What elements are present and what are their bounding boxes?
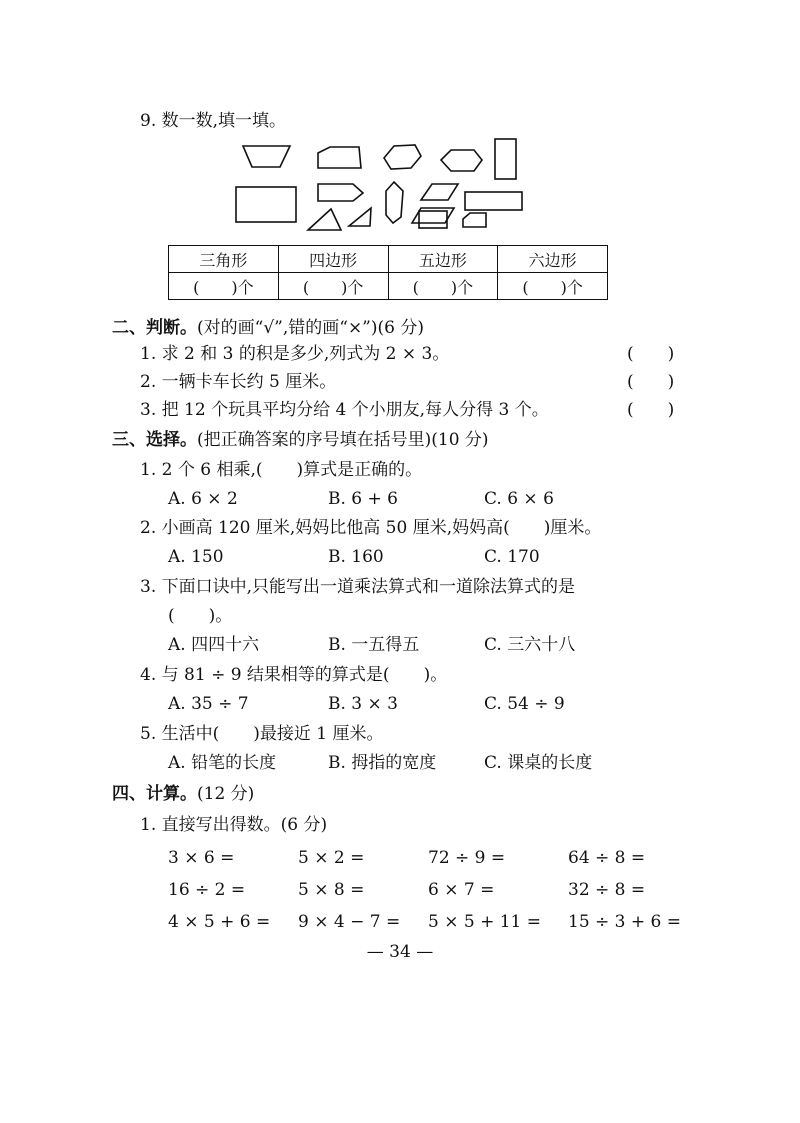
q9-title: 9. 数一数,填一填。 bbox=[140, 111, 287, 131]
answer-paren[interactable]: ( ) bbox=[627, 344, 675, 364]
header-triangle: 三角形 bbox=[169, 246, 279, 273]
calc-item: 6 × 7 = bbox=[428, 880, 495, 900]
option-b[interactable]: B. 160 bbox=[328, 547, 384, 567]
judge-item-1: 1. 求 2 和 3 的积是多少,列式为 2 × 3。 bbox=[140, 344, 450, 364]
page-number: — 34 — bbox=[366, 942, 434, 962]
option-b[interactable]: B. 一五得五 bbox=[328, 635, 420, 655]
shape-count-table bbox=[168, 245, 608, 300]
trapezoid-shape bbox=[243, 146, 290, 167]
choice-question-1: 1. 2 个 6 相乘,( )算式是正确的。 bbox=[140, 460, 423, 480]
calc-item: 5 × 5 + 11 = bbox=[428, 912, 542, 932]
pentagon-shape bbox=[463, 213, 486, 227]
choice-question-3-cont: ( )。 bbox=[168, 606, 233, 626]
choice-question-5: 5. 生活中( )最接近 1 厘米。 bbox=[140, 724, 384, 744]
section2-heading bbox=[112, 320, 424, 337]
rectangle-shape bbox=[419, 211, 447, 228]
option-c[interactable]: C. 6 × 6 bbox=[484, 489, 554, 509]
rectangle-shape bbox=[465, 192, 522, 210]
option-a[interactable]: A. 四四十六 bbox=[168, 635, 260, 655]
section4-heading bbox=[112, 786, 254, 803]
pentagon-shape bbox=[318, 184, 363, 201]
section-note: (12 分) bbox=[197, 784, 255, 804]
option-b[interactable]: B. 拇指的宽度 bbox=[328, 753, 437, 773]
answer-cell[interactable]: ( )个 bbox=[388, 273, 498, 300]
calc-item: 5 × 8 = bbox=[298, 880, 365, 900]
option-b[interactable]: B. 6 + 6 bbox=[328, 489, 398, 509]
calc-item: 9 × 4 − 7 = bbox=[298, 912, 401, 932]
pentagon-shape bbox=[318, 147, 361, 168]
calc-subheading: 1. 直接写出得数。(6 分) bbox=[140, 815, 328, 835]
section3-heading bbox=[112, 432, 489, 449]
rectangle-shape bbox=[236, 187, 296, 222]
section-title: 三、选择。 bbox=[112, 430, 197, 450]
answer-paren[interactable]: ( ) bbox=[627, 400, 675, 420]
calc-item: 3 × 6 = bbox=[168, 848, 235, 868]
option-c[interactable]: C. 170 bbox=[484, 547, 540, 567]
hexagon-shape bbox=[441, 150, 482, 171]
option-b[interactable]: B. 3 × 3 bbox=[328, 694, 398, 714]
calc-item: 32 ÷ 8 = bbox=[568, 880, 646, 900]
calc-item: 4 × 5 + 6 = bbox=[168, 912, 271, 932]
option-c[interactable]: C. 课桌的长度 bbox=[484, 753, 593, 773]
calc-item: 5 × 2 = bbox=[298, 848, 365, 868]
answer-cell[interactable]: ( )个 bbox=[278, 273, 388, 300]
triangle-shape bbox=[308, 209, 341, 230]
choice-question-2: 2. 小画高 120 厘米,妈妈比他高 50 厘米,妈妈高( )厘米。 bbox=[140, 518, 602, 538]
calc-item: 72 ÷ 9 = bbox=[428, 848, 506, 868]
choice-question-4: 4. 与 81 ÷ 9 结果相等的算式是( )。 bbox=[140, 665, 448, 685]
header-hexagon: 六边形 bbox=[498, 246, 608, 273]
answer-cell[interactable]: ( )个 bbox=[169, 273, 279, 300]
calc-item: 16 ÷ 2 = bbox=[168, 880, 246, 900]
header-quadrilateral: 四边形 bbox=[278, 246, 388, 273]
section-title: 四、计算。 bbox=[112, 784, 197, 804]
option-a[interactable]: A. 35 ÷ 7 bbox=[168, 694, 249, 714]
option-a[interactable]: A. 6 × 2 bbox=[168, 489, 238, 509]
section-note: (把正确答案的序号填在括号里)(10 分) bbox=[197, 430, 489, 450]
option-a[interactable]: A. 铅笔的长度 bbox=[168, 753, 277, 773]
answer-cell[interactable]: ( )个 bbox=[498, 273, 608, 300]
header-pentagon: 五边形 bbox=[388, 246, 498, 273]
judge-item-3: 3. 把 12 个玩具平均分给 4 个小朋友,每人分得 3 个。 bbox=[140, 400, 549, 420]
rectangle-shape bbox=[495, 139, 516, 179]
hexagon-shape bbox=[384, 145, 421, 169]
table-answer-row bbox=[169, 273, 608, 300]
triangle-shape bbox=[349, 208, 371, 226]
parallelogram-shape bbox=[421, 184, 458, 200]
option-c[interactable]: C. 三六十八 bbox=[484, 635, 576, 655]
table-header-row bbox=[169, 246, 608, 273]
option-a[interactable]: A. 150 bbox=[168, 547, 224, 567]
judge-item-2: 2. 一辆卡车长约 5 厘米。 bbox=[140, 372, 337, 392]
section-note: (对的画“√”,错的画“×”)(6 分) bbox=[197, 318, 424, 338]
calc-item: 64 ÷ 8 = bbox=[568, 848, 646, 868]
answer-paren[interactable]: ( ) bbox=[627, 372, 675, 392]
option-c[interactable]: C. 54 ÷ 9 bbox=[484, 694, 565, 714]
hexagon-shape bbox=[386, 182, 403, 223]
section-title: 二、判断。 bbox=[112, 318, 197, 338]
calc-item: 15 ÷ 3 + 6 = bbox=[568, 912, 682, 932]
choice-question-3: 3. 下面口诀中,只能写出一道乘法算式和一道除法算式的是 bbox=[140, 577, 576, 597]
